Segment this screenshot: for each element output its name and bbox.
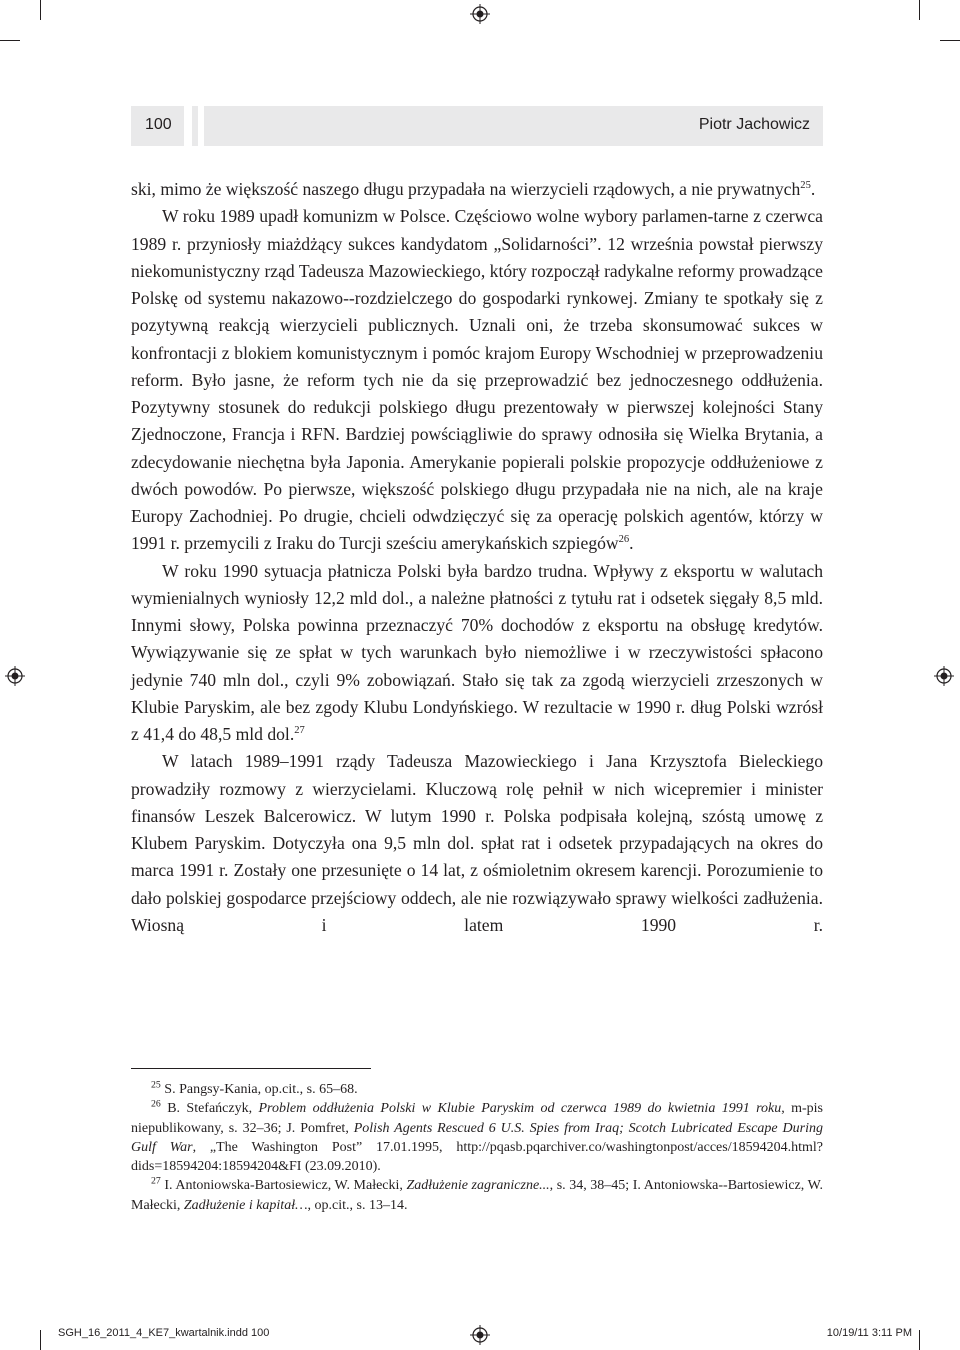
footnote-ref: 26 <box>618 534 630 546</box>
header-divider <box>198 106 204 146</box>
registration-mark-icon <box>934 666 954 686</box>
crop-mark <box>0 40 20 41</box>
registration-mark-icon <box>470 4 490 24</box>
slug-filename: SGH_16_2011_4_KE7_kwartalnik.indd 100 <box>58 1327 270 1339</box>
paragraph: W roku 1990 sytuacja płatnicza Polski była bardzo trudna. Wpływy z eksportu w walutach wymienialnych wyniosły 12,2 mld dol., a należne płatności z tytułu rat i odsetek sięgały 8,5 mld. Innymi słowy, Polska powinna przeznaczyć 70% dochodów z eksportu na obsługę kredytów. Wywiązywanie się ze spłat w tych warunkach było niemożliwe i w rzeczywistości spłacono jedynie 740 mln dol., czyli 9% zobowiązań. Stało się tak za zgodą wierzycieli zrzeszonych w Klubie Paryskim, ale bez zgody Klubu Londyńskiego. W rezultacie w 1990 r. dług Polski wzrósł z 41,4 do 48,5 mld dol.$^{27}$ <box>131 560 823 744</box>
crop-mark <box>919 1330 920 1350</box>
footnote-26: $^{26}$ B. Stefańczyk, Problem oddłużenia Polski w Klubie Paryskim od czerwca 1989 do kwietnia 1991 roku, m-pis niepublikowany, s. 32–36; J. Pomfret, Polish Agents Rescued 6 U.S. Spies from Iraq; Scotch Lubricated Escape During Gulf War, „The Washington Post” 17.01.1995, http://pqasb.pqarchiver.co/washingtonpost/acces/18594204.html?dids=18594204:18594204&FI (23.09.2010). <box>131 1098 824 1175</box>
paragraph: W roku 1989 upadł komunizm w Polsce. Częściowo wolne wybory parlamen-tarne z czerwca 1989 r. przyniosły miażdżący sukces kandydatom „Solidarności”. 12 września powstał pierwszy niekomunistyczny rząd Tadeusza Mazowieckiego, który rozpoczął radykalne reformy prowadzące Polskę od systemu nakazowo--rozdzielczego do gospodarki rynkowej. Zmiany te spotkały się z pozytywną reakcją wierzycieli publicznych. Uznali oni, że trzeba skonsumować sukces w konfrontacji z blokiem komunistycznym i pomóc krajom Europy Wschodniej w przeprowadzeniu reform. Było jasne, że reform tych nie da się przeprowadzić bez jednoczesnego oddłużenia. Pozytywny stosunek do redukcji polskiego długu prezentowały w pierwszej kolejności Stany Zjednoczone, Francja i RFN. Bardziej powściągliwie do sprawy odnosiła się Wielka Brytania, a zdecydowanie niechętna była Japonia. Amerykanie popierali polskie propozycje oddłużeniowe z dwóch powodów. Po pierwsze, większość polskiego długu przypadała nie na nich, ale na kraje Europy Zachodniej. Po drugie, chcieli odwdzięczyć się za operację polskich agentów, którzy w 1991 r. przemycili z Iraku do Turcji sześciu amerykańskich szpiegów$^{26}$. <box>131 206 823 554</box>
page-number: 100 <box>145 116 172 133</box>
crop-mark <box>40 0 41 20</box>
paragraph: W latach 1989–1991 rządy Tadeusza Mazowieckiego i Jana Krzysztofa Bieleckiego prowadziły rozmowy z wierzycielami. Kluczową rolę pełnił w nich wicepremier i minister finansów Leszek Balcerowicz. W lutym 1990 r. Polska podpisała kolejną, szóstą umowę z Klubem Paryskim. Dotyczyła ona 9,5 mln dol. spłat rat i odsetek przypadających na okres do marca 1991 r. Zostały one przesunięte o 14 lat, z ośmioletnim okresem karencji. Porozumienie to dało polskiej gospodarce przejściowy oddech, ale nie rozwiązywało sprawy wielkości zadłużenia. Wiosną i latem 1990 r. <box>131 751 823 935</box>
slug-timestamp: 10/19/11 3:11 PM <box>826 1327 912 1339</box>
body-text <box>131 176 823 939</box>
footnote-27: $^{27}$ I. Antoniowska-Bartosiewicz, W. Małecki, Zadłużenie zagraniczne..., s. 34, 38–45; I. Antoniowska--Bartosiewicz, W. Małecki, Zadłużenie i kapitał…, op.cit., s. 13–14. <box>131 1175 824 1213</box>
registration-mark-icon <box>5 666 25 686</box>
footnote-ref: 25 <box>800 180 811 192</box>
footnote-25: $^{25}$ S. Pangsy-Kania, op.cit., s. 65–68. <box>151 1079 358 1097</box>
running-head-author: Piotr Jachowicz <box>698 116 810 133</box>
paragraph: ski, mimo że większość naszego długu przypadała na wierzycieli rządowych, a nie prywatnych$^{25}$. <box>131 179 816 199</box>
crop-mark <box>919 0 920 20</box>
crop-mark <box>940 40 960 41</box>
footnote-ref: 27 <box>294 725 305 737</box>
registration-mark-icon <box>470 1325 490 1345</box>
crop-mark <box>40 1330 41 1350</box>
header-divider <box>184 106 192 146</box>
footnotes <box>131 1080 823 1215</box>
footnote-rule <box>131 1068 371 1069</box>
